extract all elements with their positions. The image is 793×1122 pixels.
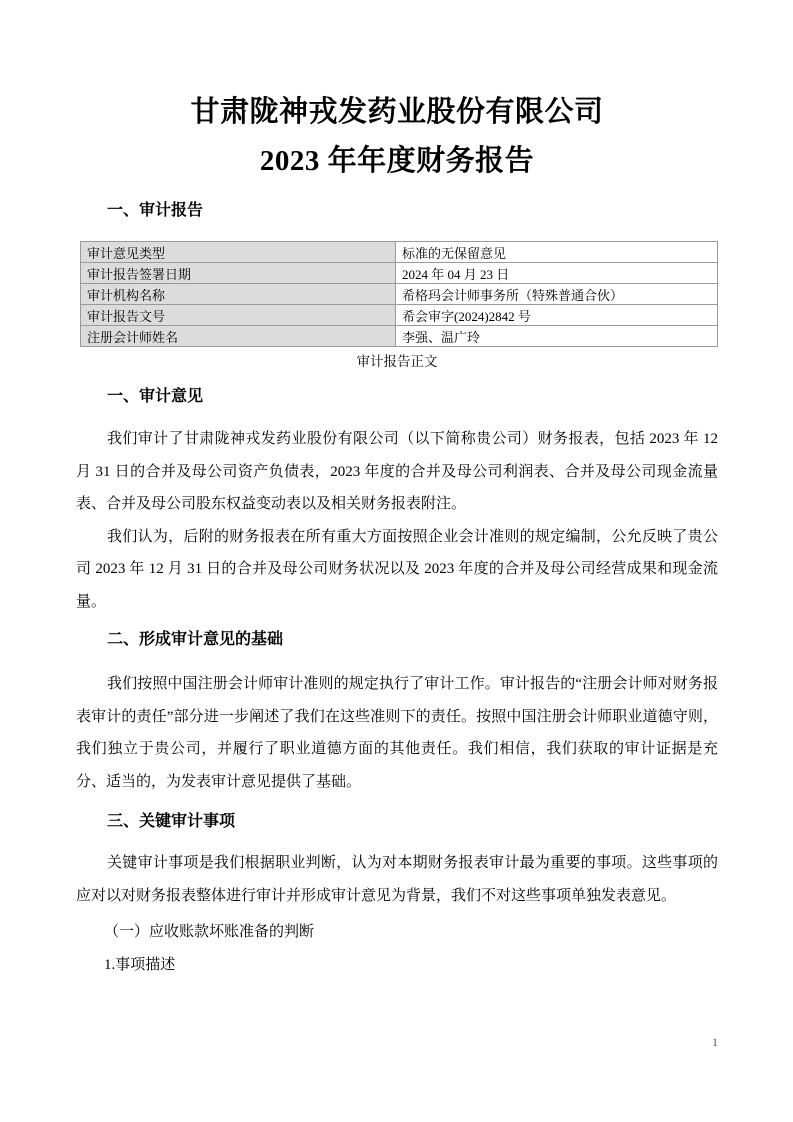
paragraph-basis: 我们按照中国注册会计师审计准则的规定执行了审计工作。审计报告的“注册会计师对财务报表审计的责任”部分进一步阐述了我们在这些准则下的责任。按照中国注册会计师职业道德守则，我们独立于贵公司，并履行了职业道德方面的其他责任。我们相信，我们获取的审计证据是充分、适当的，为发表审计意见提供了基础。 xyxy=(76,676,718,790)
heading-key-matter-1: （一）应收账款坏账准备的判断 xyxy=(104,924,315,940)
row-value-audit-firm: 希格玛会计师事务所（特殊普通合伙） xyxy=(396,284,718,305)
audit-info-table xyxy=(80,241,718,347)
row-label-opinion-type: 审计意见类型 xyxy=(81,242,396,263)
heading-basis-for-opinion: 二、形成审计意见的基础 xyxy=(107,631,284,648)
audit-body-caption: 审计报告正文 xyxy=(356,354,438,369)
table-row xyxy=(81,263,718,284)
table-row xyxy=(81,305,718,326)
table-row xyxy=(81,242,718,263)
row-label-cpa-names: 注册会计师姓名 xyxy=(81,326,396,347)
row-value-sign-date: 2024 年 04 月 23 日 xyxy=(396,263,718,284)
row-value-cpa-names: 李强、温广玲 xyxy=(396,326,718,347)
row-value-report-number: 希会审字(2024)2842 号 xyxy=(396,305,718,326)
heading-audit-report: 一、审计报告 xyxy=(107,202,204,219)
paragraph-key-matters: 关键审计事项是我们根据职业判断，认为对本期财务报表审计最为重要的事项。这些事项的应对以对财务报表整体进行审计并形成审计意见为背景，我们不对这些事项单独发表意见。 xyxy=(76,855,718,904)
row-value-opinion-type: 标准的无保留意见 xyxy=(396,242,718,263)
document-title-line2: 2023 年年度财务报告 xyxy=(259,145,535,177)
row-label-audit-firm: 审计机构名称 xyxy=(81,284,396,305)
table-row xyxy=(81,284,718,305)
document-title-line1: 甘肃陇神戎发药业股份有限公司 xyxy=(190,96,604,128)
heading-key-matter-1-description: 1.事项描述 xyxy=(104,956,176,973)
paragraph-opinion-2: 我们认为，后附的财务报表在所有重大方面按照企业会计准则的规定编制，公允反映了贵公司 2023 年 12 月 31 日的合并及母公司财务状况以及 2023 年度的合并及母公司经营成果和现金流量。 xyxy=(76,528,718,610)
row-label-sign-date: 审计报告签署日期 xyxy=(81,263,396,284)
heading-key-audit-matters: 三、关键审计事项 xyxy=(107,813,236,830)
heading-audit-opinion: 一、审计意见 xyxy=(107,388,204,405)
table-row xyxy=(81,326,718,347)
page-number: 1 xyxy=(712,1035,718,1049)
row-label-report-number: 审计报告文号 xyxy=(81,305,396,326)
paragraph-opinion-1: 我们审计了甘肃陇神戎发药业股份有限公司（以下简称贵公司）财务报表，包括 2023 年 12 月 31 日的合并及母公司资产负债表，2023 年度的合并及母公司利润表、合并及母公司现金流量表、合并及母公司股东权益变动表以及相关财务报表附注。 xyxy=(76,431,718,512)
